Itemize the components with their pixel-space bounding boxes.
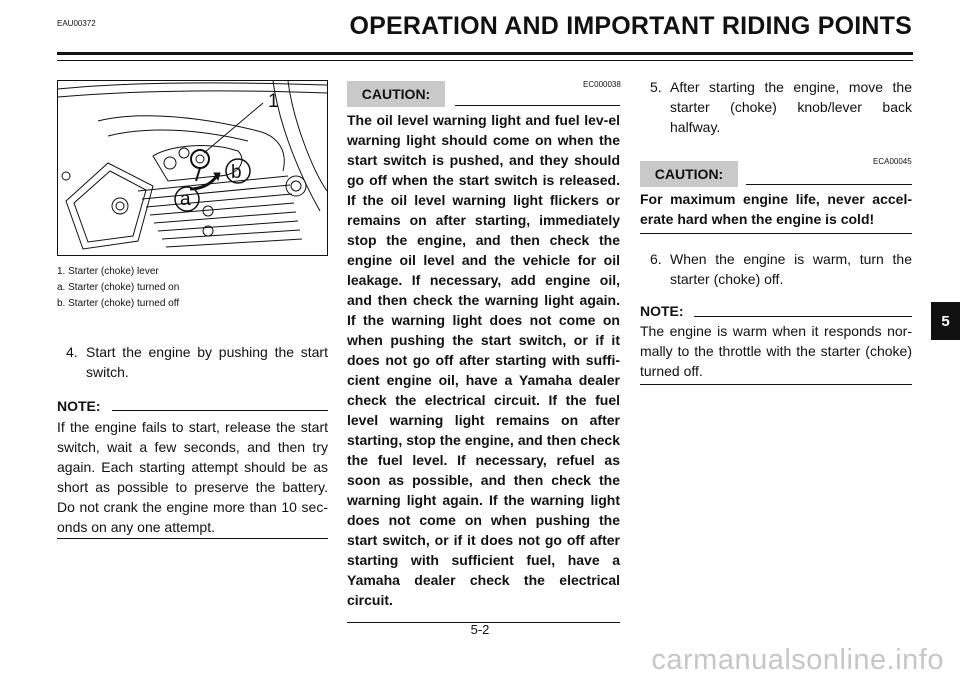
caution-text-right: For maximum engine life, never accel-erate hard when the engine is cold!	[640, 191, 912, 227]
caption-off: b. Starter (choke) turned off	[57, 298, 180, 309]
page-number: 5-2	[470, 622, 490, 637]
caution-rule-right	[746, 184, 912, 185]
engine-figure	[57, 80, 328, 256]
engine-illustration	[58, 81, 327, 255]
note-label-right: NOTE:	[640, 303, 684, 319]
caution-label-middle: CAUTION:	[347, 81, 445, 107]
step-4-text: Start the engine by pushing the start switch.	[86, 344, 328, 380]
watermark: carmanualsonline.info	[651, 644, 944, 676]
caution-text-middle: The oil level warning light and fuel lev-el warning light should come on when the start switch is pushed, and they should go off when the start switch is released. If the oil level warning light flickers or remains on after starting, immediately stop the engine, and then check the engine oil level and the vehicle for oil leakage. If necessary, add engine oil, and then check the warning light again. If the warning light does not come on when pushing the start switch, or if it does not go off after starting with suffi-cient engine oil, have a Yamaha dealer check the electrical circuit. If the fuel level warning light remains on after starting, stop the engine, and then check the fuel level. If necessary, refuel as soon as possible, and then check the warning light again. If the warning light does not come on when pushing the start switch, or if it does not go off after starting with sufficient fuel, have a Yamaha dealer check the electrical circuit.	[347, 112, 620, 608]
step-5-text: After starting the engine, move the starter (choke) knob/lever back halfway.	[670, 79, 912, 135]
note-rule-right	[694, 316, 912, 317]
caption-on: a. Starter (choke) turned on	[57, 282, 180, 293]
step-6-number: 6.	[650, 251, 662, 267]
callout-a-label: a	[180, 189, 191, 210]
figure-captions	[57, 264, 179, 312]
step-5	[650, 77, 912, 137]
section-tab: 5	[931, 302, 960, 340]
caution-code-right: ECA00045	[873, 157, 912, 166]
caution-label-right: CAUTION:	[640, 161, 738, 187]
step-4-number: 4.	[66, 344, 78, 360]
note-end-rule-left	[57, 538, 328, 539]
step-6	[650, 249, 912, 289]
header-rule-thick	[57, 52, 913, 55]
note-rule-left	[112, 410, 328, 411]
step-5-number: 5.	[650, 79, 662, 95]
caution-code-middle: EC000038	[583, 80, 621, 89]
note-text-left: If the engine fails to start, release the start switch, wait a few seconds, and then try again. Each starting attempt should be as short as possible to preserve the battery. Do not crank the engine more than 10 sec-onds on any one attempt.	[57, 419, 328, 535]
step-4	[66, 342, 328, 382]
document-code: EAU00372	[57, 19, 96, 28]
note-end-rule-right	[640, 384, 912, 385]
note-label-left: NOTE:	[57, 398, 101, 414]
header-rule-thin	[57, 60, 913, 61]
note-text-right: The engine is warm when it responds nor-mally to the throttle with the starter (choke) turned off.	[640, 323, 912, 379]
callout-1-label: 1	[268, 91, 279, 112]
caption-lever: 1. Starter (choke) lever	[57, 266, 159, 277]
caution-rule-middle	[455, 105, 620, 106]
callout-b-label: b	[231, 162, 242, 183]
caution-end-rule-right	[640, 233, 912, 234]
step-6-text: When the engine is warm, turn the starter (choke) off.	[670, 251, 912, 287]
page-title: OPERATION AND IMPORTANT RIDING POINTS	[349, 12, 912, 40]
